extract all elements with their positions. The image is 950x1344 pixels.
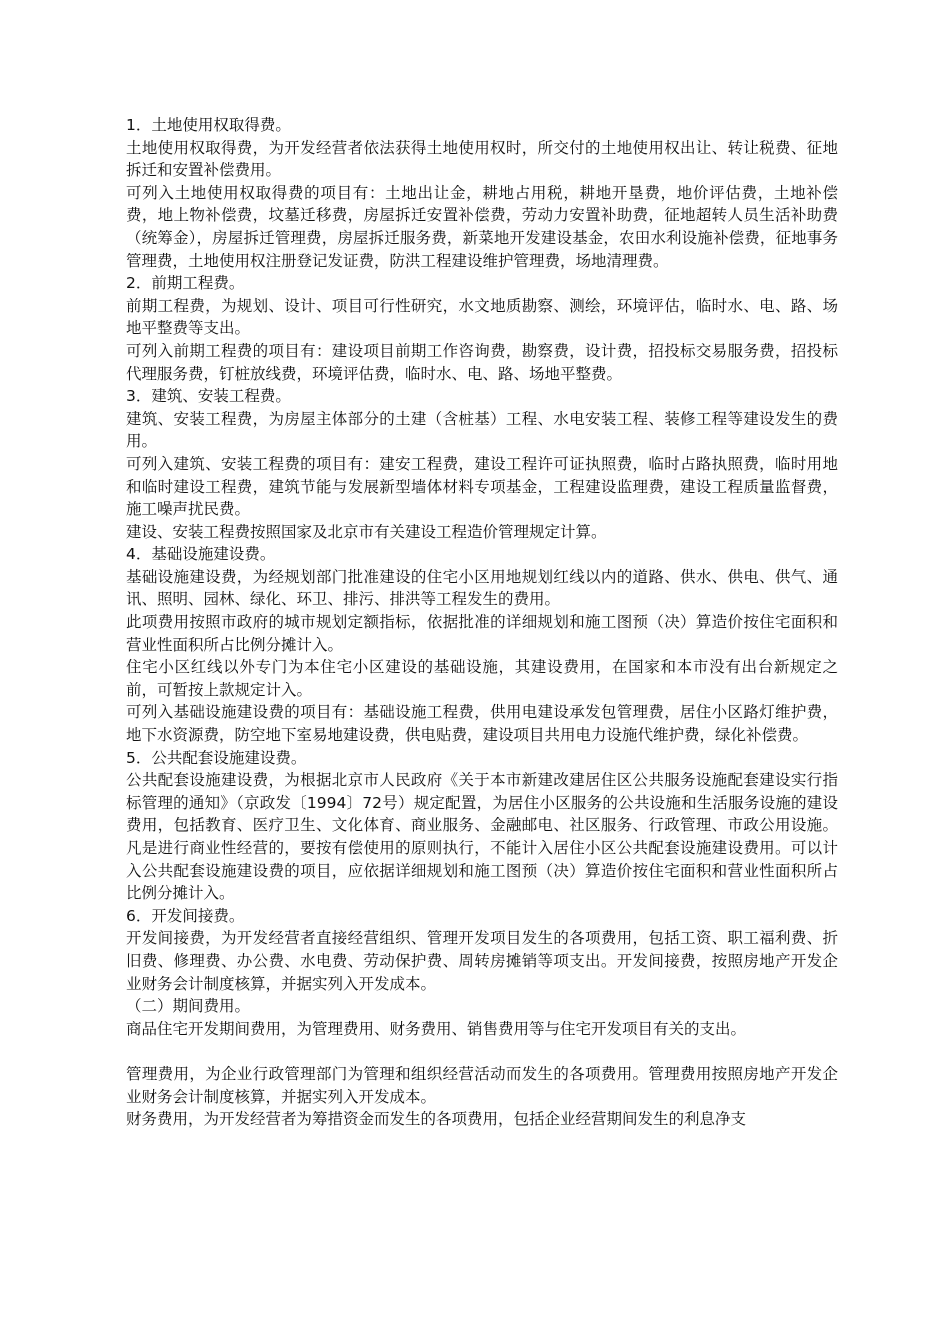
paragraph: 基础设施建设费，为经规划部门批准建设的住宅小区用地规划红线以内的道路、供水、供电、供气、通讯、照明、园林、绿化、环卫、排污、排洪等工程发生的费用。 <box>126 567 838 609</box>
section-heading-infrastructure: 4．基础设施建设费。 <box>126 545 276 564</box>
paragraph: 开发间接费，为开发经营者直接经营组织、管理开发项目发生的各项费用，包括工资、职工福利费、折旧费、修理费、办公费、水电费、劳动保护费、周转房摊销等项支出。开发间接费，按照房地产开发企业财务会计制度核算，并据实列入开发成本。 <box>126 929 838 993</box>
paragraph: 可列入前期工程费的项目有：建设项目前期工作咨询费，勘察费，设计费，招投标交易服务费，招投标代理服务费，钉桩放线费，环境评估费，临时水、电、路、场地平整费。 <box>126 341 838 383</box>
section-heading-period-expenses: （二）期间费用。 <box>126 997 251 1016</box>
section-heading-public-facilities: 5．公共配套设施建设费。 <box>126 748 307 767</box>
paragraph: 可列入基础设施建设费的项目有：基础设施工程费，供用电建设承发包管理费，居住小区路灯维护费，地下水资源费，防空地下室易地建设费，供电贴费，建设项目共用电力设施代维护费，绿化补偿费。 <box>126 703 838 745</box>
paragraph: 管理费用，为企业行政管理部门为管理和组织经营活动而发生的各项费用。管理费用按照房地产开发企业财务会计制度核算，并据实列入开发成本。 <box>126 1064 838 1106</box>
paragraph: 前期工程费，为规划、设计、项目可行性研究，水文地质勘察、测绘，环境评估，临时水、电、路、场地平整费等支出。 <box>126 296 838 338</box>
paragraph: 建设、安装工程费按照国家及北京市有关建设工程造价管理规定计算。 <box>126 522 607 541</box>
paragraph: 公共配套设施建设费，为根据北京市人民政府《关于本市新建改建居住区公共服务设施配套建设实行指标管理的通知》（京政发〔1994〕72号）规定配置，为居住小区服务的公共设施和生活服务设施的建设费用，包括教育、医疗卫生、文化体育、商业服务、金融邮电、社区服务、行政管理、市政公用设施。凡是进行商业性经营的，要按有偿使用的原则执行，不能计入居住小区公共配套设施建设费用。可以计入公共配套设施建设费的项目，应依据详细规划和施工图预（决）算造价按住宅面积和营业性面积所占比例分摊计入。 <box>126 771 838 903</box>
blank-line <box>126 1040 838 1063</box>
paragraph: 土地使用权取得费，为开发经营者依法获得土地使用权时，所交付的土地使用权出让、转让税费、征地拆迁和安置补偿费用。 <box>126 138 838 180</box>
document-body <box>126 114 838 1131</box>
section-heading-land-use-fee: 1．土地使用权取得费。 <box>126 116 291 134</box>
paragraph: 建筑、安装工程费，为房屋主体部分的土建（含桩基）工程、水电安装工程、装修工程等建设发生的费用。 <box>126 409 838 451</box>
paragraph: 可列入建筑、安装工程费的项目有：建安工程费，建设工程许可证执照费，临时占路执照费，临时用地和临时建设工程费，建筑节能与发展新型墙体材料专项基金，工程建设监理费，建设工程质量监督费，施工噪声扰民费。 <box>126 454 838 519</box>
paragraph: 商品住宅开发期间费用，为管理费用、财务费用、销售费用等与住宅开发项目有关的支出。 <box>126 1019 747 1038</box>
paragraph: 可列入土地使用权取得费的项目有：土地出让金，耕地占用税，耕地开垦费，地价评估费，土地补偿费，地上物补偿费，坟墓迁移费，房屋拆迁安置补偿费，劳动力安置补助费，征地超转人员生活补助费（统筹金），房屋拆迁管理费，房屋拆迁服务费，新菜地开发建设基金，农田水利设施补偿费，征地事务管理费，土地使用权注册登记发证费，防洪工程建设维护管理费，场地清理费。 <box>126 183 838 270</box>
section-heading-preliminary-works: 2．前期工程费。 <box>126 274 245 293</box>
section-heading-construction-installation: 3．建筑、安装工程费。 <box>126 387 291 406</box>
paragraph: 财务费用，为开发经营者为筹措资金而发生的各项费用，包括企业经营期间发生的利息净支 <box>126 1110 747 1129</box>
paragraph: 此项费用按照市政府的城市规划定额指标，依据批准的详细规划和施工图预（决）算造价按住宅面积和营业性面积所占比例分摊计入。 <box>126 613 838 654</box>
paragraph: 住宅小区红线以外专门为本住宅小区建设的基础设施，其建设费用，在国家和本市没有出台新规定之前，可暂按上款规定计入。 <box>126 658 838 699</box>
section-heading-indirect-costs: 6．开发间接费。 <box>126 906 245 925</box>
